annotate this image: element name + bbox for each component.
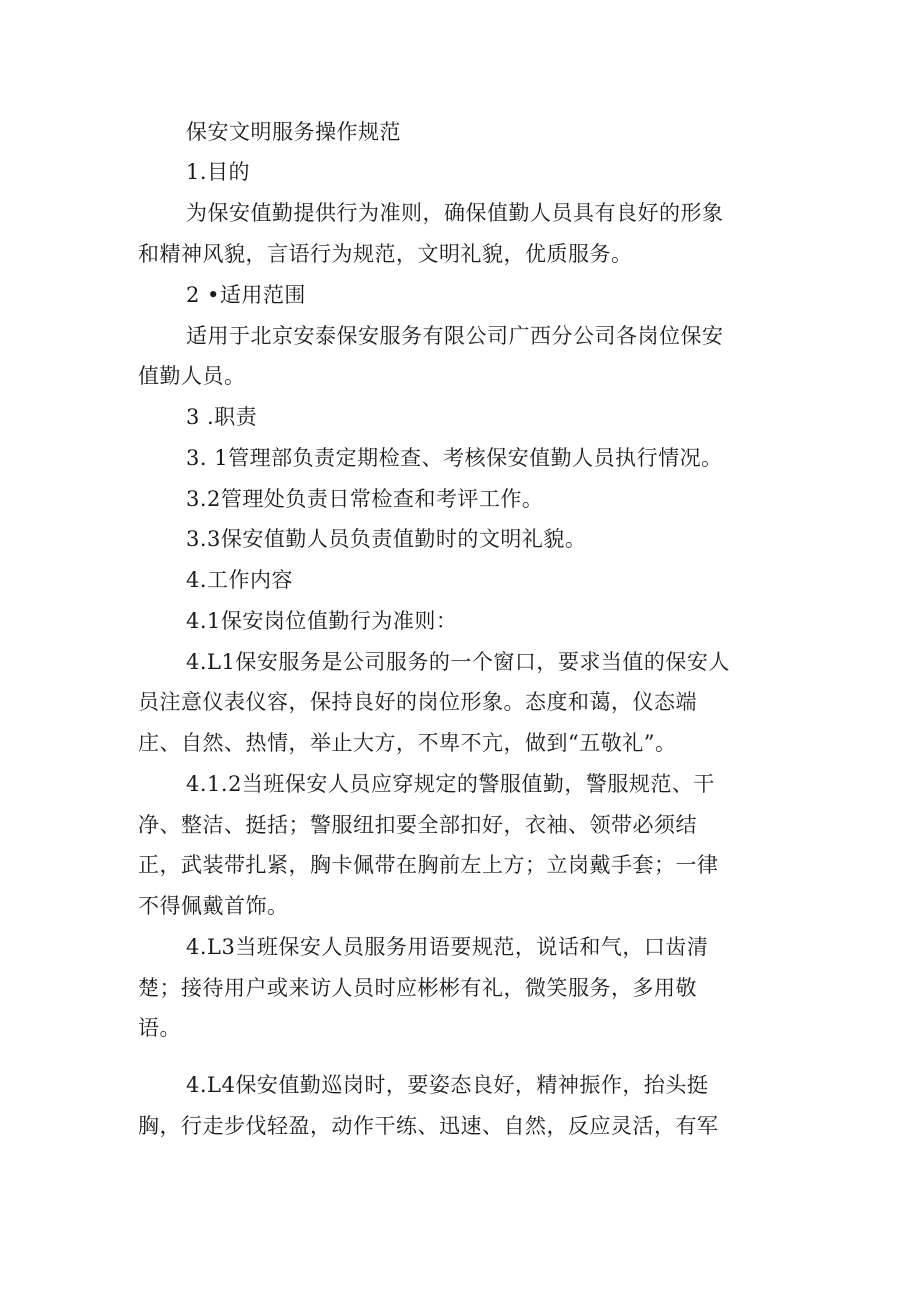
paragraph-line: 和精神风貌，言语行为规范，文明礼貌，优质服务。 <box>138 242 633 266</box>
paragraph-line: 为保安值勤提供行为准则，确保值勤人员具有良好的形象 <box>186 201 724 225</box>
section-heading: 2 •适用范围 <box>186 283 306 307</box>
paragraph-line: 4.L4保安值勤巡岗时，要姿态良好，精神振作，抬头挺 <box>186 1073 709 1097</box>
section-heading: 3 .职责 <box>186 405 258 429</box>
paragraph-line: 值勤人员。 <box>138 364 246 388</box>
paragraph-line: 3.3保安值勤人员负责值勤时的文明礼貌。 <box>186 527 587 551</box>
section-heading: 4.工作内容 <box>186 568 294 592</box>
paragraph-line: 4.L3当班保安人员服务用语要规范，说话和气，口齿清 <box>186 935 709 959</box>
paragraph-line: 4.1.2当班保安人员应穿规定的警服值勤，警服规范、干 <box>186 772 715 796</box>
paragraph-line: 楚；接待用户或来访人员时应彬彬有礼，微笑服务，多用敬 <box>138 976 697 1000</box>
paragraph-line: 适用于北京安泰保安服务有限公司广西分公司各岗位保安 <box>186 324 724 348</box>
paragraph-line: 语。 <box>138 1016 181 1040</box>
paragraph-line: 净、整洁、挺括；警服纽扣要全部扣好，衣袖、领带必须结 <box>138 813 697 837</box>
paragraph-line: 3. 1管理部负责定期检查、考核保安值勤人员执行情况。 <box>186 446 723 470</box>
paragraph-line: 4.L1保安服务是公司服务的一个窗口，要求当值的保安人 <box>186 650 730 674</box>
document-title: 保安文明服务操作规范 <box>186 120 401 144</box>
paragraph-line: 4.1保安岗位值勤行为准则： <box>186 609 458 633</box>
paragraph-line: 正，武装带扎紧，胸卡佩带在胸前左上方；立岗戴手套；一律 <box>138 853 719 877</box>
section-heading: 1.目的 <box>186 160 251 184</box>
paragraph-line: 胸，行走步伐轻盈，动作干练、迅速、自然，反应灵活，有军 <box>138 1114 719 1138</box>
paragraph-line: 3.2管理处负责日常检查和考评工作。 <box>186 487 544 511</box>
paragraph-line: 不得佩戴首饰。 <box>138 894 289 918</box>
paragraph-line: 庄、自然、热情，举止大方，不卑不亢，做到“五敬礼”。 <box>138 731 677 755</box>
paragraph-line: 员注意仪表仪容，保持良好的岗位形象。态度和蔼，仪态端 <box>138 690 697 714</box>
